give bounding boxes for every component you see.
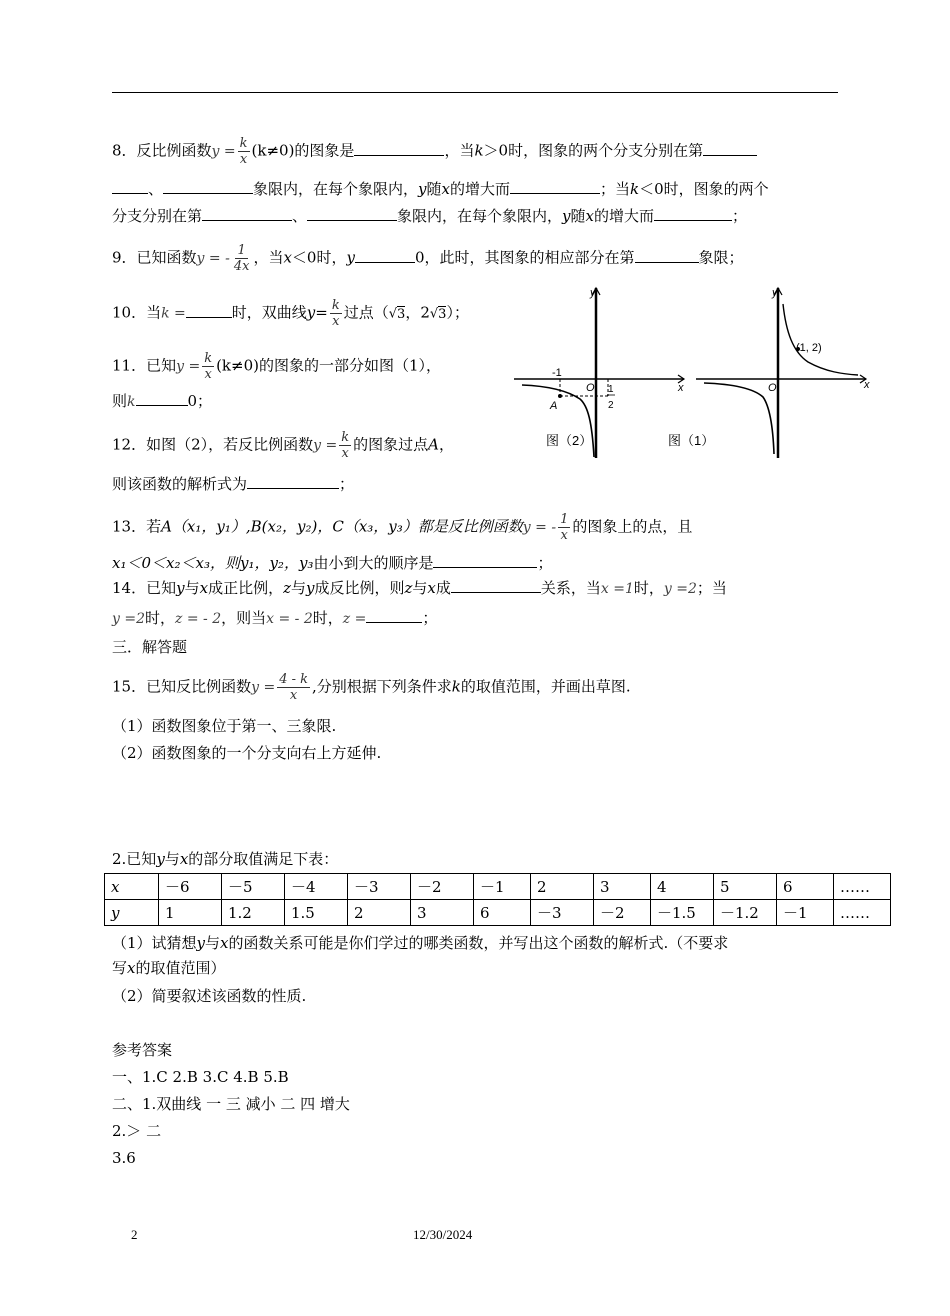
text: 与	[205, 934, 221, 952]
origin-label: O	[586, 382, 595, 394]
text: 与	[290, 579, 306, 597]
caption-figure-2: 图（2）	[546, 433, 593, 448]
text: ；	[537, 554, 553, 572]
answers-line-2: 二、1.双曲线 一 三 减小 二 四 增大	[112, 1095, 350, 1113]
table-cell: 3	[411, 900, 474, 926]
text: y	[156, 850, 165, 868]
table-cell: 6	[777, 874, 834, 900]
tick-label-neg-one: -1	[552, 367, 562, 379]
answer-blank[interactable]	[703, 141, 757, 156]
text: 的图象上的点，且	[572, 517, 693, 536]
footer-date: 12/30/2024	[413, 1227, 473, 1242]
text: 由小到大的顺序是	[313, 554, 434, 572]
q11-line1	[112, 351, 441, 382]
figure-2	[514, 287, 684, 458]
q14-line1	[112, 578, 727, 599]
axis-label-y: y	[772, 287, 778, 299]
answer-blank[interactable]	[355, 248, 415, 263]
text: x	[427, 579, 436, 597]
text: A（x₁，y₁）,B(x₂，y₂)，C（x₃，y₃）都是反比例函数	[161, 517, 523, 536]
text: x	[585, 207, 595, 225]
table-cell: ……	[834, 874, 891, 900]
math-y-eq: y =	[211, 143, 236, 160]
text: 9．已知函数	[112, 248, 197, 267]
q10-line	[112, 298, 469, 329]
text: 15．已知反比例函数	[112, 677, 252, 696]
text: ＞0时，图象的两个分支分别在第	[483, 141, 704, 160]
text: 与	[184, 579, 200, 597]
text: 分支分别在第	[112, 207, 203, 225]
q15-line	[112, 672, 631, 703]
fraction-1-over-x: $\frac{1}{x}$	[560, 512, 569, 543]
table-cell: 1	[159, 900, 222, 926]
math-y-eq: y =	[313, 437, 338, 454]
text: 、	[292, 207, 308, 225]
math-y-eq-neg: y = -	[196, 250, 230, 267]
math-y-eq: y =	[251, 679, 276, 696]
text: x₁＜0＜x₂＜x₃，则	[112, 554, 240, 572]
text: 象限内，在每个象限内，	[397, 207, 563, 225]
tick-label-half-den: 2	[608, 400, 614, 411]
text: ，	[438, 435, 454, 454]
text: x	[179, 850, 189, 868]
text: 时，双曲线	[231, 303, 307, 322]
text: 的增大而	[594, 207, 655, 225]
values-table	[104, 873, 891, 926]
math-z-eq: z =	[342, 611, 367, 627]
text: 则该函数的解析式为	[112, 475, 248, 493]
table-row-x	[105, 874, 891, 900]
text: y₁，y₂，y₃	[239, 554, 314, 572]
tick-label-half-num: 1	[608, 384, 614, 395]
table-cell: 5	[714, 874, 777, 900]
text: k	[474, 141, 484, 160]
text: z	[283, 579, 291, 597]
axis-label-x: x	[678, 382, 684, 394]
answer-blank[interactable]	[433, 553, 537, 568]
text: 随	[426, 180, 442, 198]
answers-line-1: 一、1.C 2.B 3.C 4.B 5.B	[112, 1068, 289, 1086]
text: ,分别根据下列条件求	[312, 677, 452, 696]
text: y	[562, 207, 571, 225]
text: 时，	[145, 609, 176, 627]
text: 2.已知	[112, 850, 157, 868]
text: 14．已知	[112, 579, 177, 597]
text: z	[404, 579, 413, 597]
text: 12．如图（2），若反比例函数	[112, 435, 314, 454]
table-cell: －4	[285, 874, 348, 900]
fraction-k-over-x: $\frac{k}{x}$	[341, 430, 350, 461]
fraction-1-over-4x: $\frac{1}{4x}$	[233, 243, 250, 274]
text: y	[346, 248, 355, 267]
point-label-1-2: (1, 2)	[796, 342, 822, 354]
text: 的图象过点	[353, 435, 429, 454]
q8-line3	[112, 206, 747, 226]
text: 随	[570, 207, 586, 225]
fraction-4-minus-k-over-x: $\frac{4 - k}{x}$	[279, 672, 308, 703]
math-y-eq-2: y =2	[663, 581, 697, 597]
fraction-k-over-x: $\frac{k}{x}$	[239, 136, 248, 167]
table-cell: －6	[159, 874, 222, 900]
text: ，则当	[221, 609, 267, 627]
text: 成正比例，	[208, 579, 284, 597]
math-y-eq-2: y =2	[112, 611, 145, 627]
table-q-part2: （2）简要叙述该函数的性质.	[112, 987, 307, 1005]
text: 象限；	[698, 248, 744, 267]
text: k	[451, 677, 461, 696]
q13-line2	[112, 553, 552, 573]
q13-line1	[112, 512, 692, 543]
text: ；当	[600, 180, 631, 198]
sqrt-3: √3	[429, 306, 447, 322]
q15-part2: （2）函数图象的一个分支向右上方延伸.	[112, 744, 382, 762]
text: x	[220, 934, 229, 952]
q11-line2	[112, 391, 212, 412]
text: 0，此时，其图象的相应部分在第	[414, 248, 635, 267]
text: ＜0时，图象的两个	[639, 180, 769, 198]
text: 、	[148, 180, 164, 198]
math-y-eq: y =	[176, 358, 201, 375]
text: 时，	[633, 579, 664, 597]
table-cell: 2	[531, 874, 594, 900]
text: 成反比例，则	[314, 579, 405, 597]
text: 的取值范围，并画出草图.	[460, 677, 631, 696]
math-k: k	[127, 394, 136, 410]
table-cell: －2	[594, 900, 651, 926]
text: ；	[339, 475, 355, 493]
q14-line2	[112, 608, 437, 629]
table-cell: 4	[651, 874, 714, 900]
table-cell: －1	[777, 900, 834, 926]
axis-label-y: y	[590, 287, 596, 299]
text: 象限内，在每个象限内，	[253, 180, 419, 198]
text: 则	[112, 392, 128, 410]
table-cell: －5	[222, 874, 285, 900]
table-cell: 6	[474, 900, 531, 926]
table-question-intro	[112, 849, 338, 869]
answer-blank[interactable]	[247, 474, 339, 489]
table-cell: 3	[594, 874, 651, 900]
axis-label-x: x	[864, 379, 870, 391]
text: 关系，当	[540, 579, 601, 597]
text: 的取值范围）	[135, 959, 226, 977]
table-cell: －2	[411, 874, 474, 900]
text: ，2	[405, 303, 430, 322]
sqrt-3: √3	[388, 306, 406, 322]
q12-line1	[112, 430, 454, 461]
text: A	[428, 435, 439, 454]
fraction-k-over-x: $\frac{k}{x}$	[331, 298, 340, 329]
text: x	[283, 248, 292, 267]
table-cell: 1.2	[222, 900, 285, 926]
table-cell: ……	[834, 900, 891, 926]
text: k	[630, 180, 640, 198]
page-number: 2	[131, 1227, 138, 1242]
text: ，当	[444, 141, 475, 160]
text: ，当	[253, 248, 284, 267]
answer-blank[interactable]	[202, 206, 292, 221]
text: ＜0时，	[291, 248, 347, 267]
table-cell: 1.5	[285, 900, 348, 926]
origin-label: O	[768, 382, 777, 394]
text: 与	[164, 850, 180, 868]
q8-line1	[112, 136, 757, 167]
text: 10．当	[112, 303, 162, 322]
text: 时，	[312, 609, 343, 627]
table-q-part1-line1	[112, 933, 728, 953]
point-label-a: A	[550, 400, 558, 412]
table-cell: －1	[474, 874, 531, 900]
answer-blank[interactable]	[366, 608, 422, 623]
text: y	[306, 579, 315, 597]
table-cell: －3	[531, 900, 594, 926]
text: x	[441, 180, 450, 198]
answer-blank[interactable]	[635, 248, 699, 263]
text: 与	[412, 579, 428, 597]
text: x	[127, 959, 136, 977]
text: ；	[422, 609, 438, 627]
answer-blank[interactable]	[136, 391, 188, 406]
text: 成	[435, 579, 451, 597]
answers-line-3: 2.＞ 二	[112, 1122, 162, 1140]
math-z-eq-neg2: z = - 2	[175, 611, 222, 627]
answers-line-4: 3.6	[112, 1149, 136, 1167]
answer-blank[interactable]	[112, 179, 148, 194]
table-row-y	[105, 900, 891, 926]
text: 的增大而	[450, 180, 511, 198]
q9-line	[112, 243, 744, 274]
math-k-eq: k =	[161, 305, 186, 322]
math-x-eq-1: x =1	[600, 581, 634, 597]
text: 的函数关系可能是你们学过的哪类函数，并写出这个函数的解析式.（不要求	[228, 934, 729, 952]
text: (k≠0)的图象是	[251, 141, 355, 160]
fraction-k-over-x: $\frac{k}{x}$	[204, 351, 213, 382]
answers-title: 参考答案	[112, 1041, 173, 1059]
answer-blank[interactable]	[354, 141, 444, 156]
text: 过点（	[343, 303, 389, 322]
text: (k≠0)的图象的一部分如图（1），	[216, 356, 442, 375]
text: 0；	[187, 392, 213, 410]
text: （1）试猜想	[112, 934, 197, 952]
q12-line2	[112, 474, 354, 494]
table-q-part1-line2	[112, 958, 226, 978]
figure-1	[668, 287, 870, 458]
answer-blank[interactable]	[451, 578, 541, 593]
caption-figure-1: 图（1）	[668, 433, 715, 448]
text: ；	[732, 207, 748, 225]
text: y	[418, 180, 427, 198]
math-y-eq-neg: y = -	[522, 519, 557, 536]
q15-part1: （1）函数图象位于第一、三象限.	[112, 717, 337, 735]
section-3-heading: 三．解答题	[112, 638, 188, 656]
text: 写	[112, 959, 128, 977]
text: y	[196, 934, 206, 952]
answer-blank[interactable]	[163, 179, 253, 194]
text: 13．若	[112, 517, 162, 536]
text: y=	[306, 303, 328, 322]
q8-line2	[112, 179, 769, 199]
answer-blank[interactable]	[186, 303, 232, 318]
header-rule	[112, 92, 838, 93]
text: y	[176, 579, 185, 597]
answer-blank[interactable]	[654, 206, 732, 221]
text: x	[199, 579, 209, 597]
text: ）；	[446, 303, 469, 322]
table-cell: y	[105, 900, 159, 926]
math-x-eq-neg2: x = - 2	[266, 611, 313, 627]
text: ；当	[696, 579, 727, 597]
text: 8．反比例函数	[112, 141, 212, 160]
answer-blank[interactable]	[307, 206, 397, 221]
answer-blank[interactable]	[510, 179, 600, 194]
table-cell: －1.2	[714, 900, 777, 926]
text: 11．已知	[112, 356, 177, 375]
table-cell: x	[105, 874, 159, 900]
table-cell: －1.5	[651, 900, 714, 926]
hyperbola-figures	[508, 282, 872, 464]
table-cell: 2	[348, 900, 411, 926]
table-cell: －3	[348, 874, 411, 900]
text: 的部分取值满足下表：	[188, 850, 339, 868]
